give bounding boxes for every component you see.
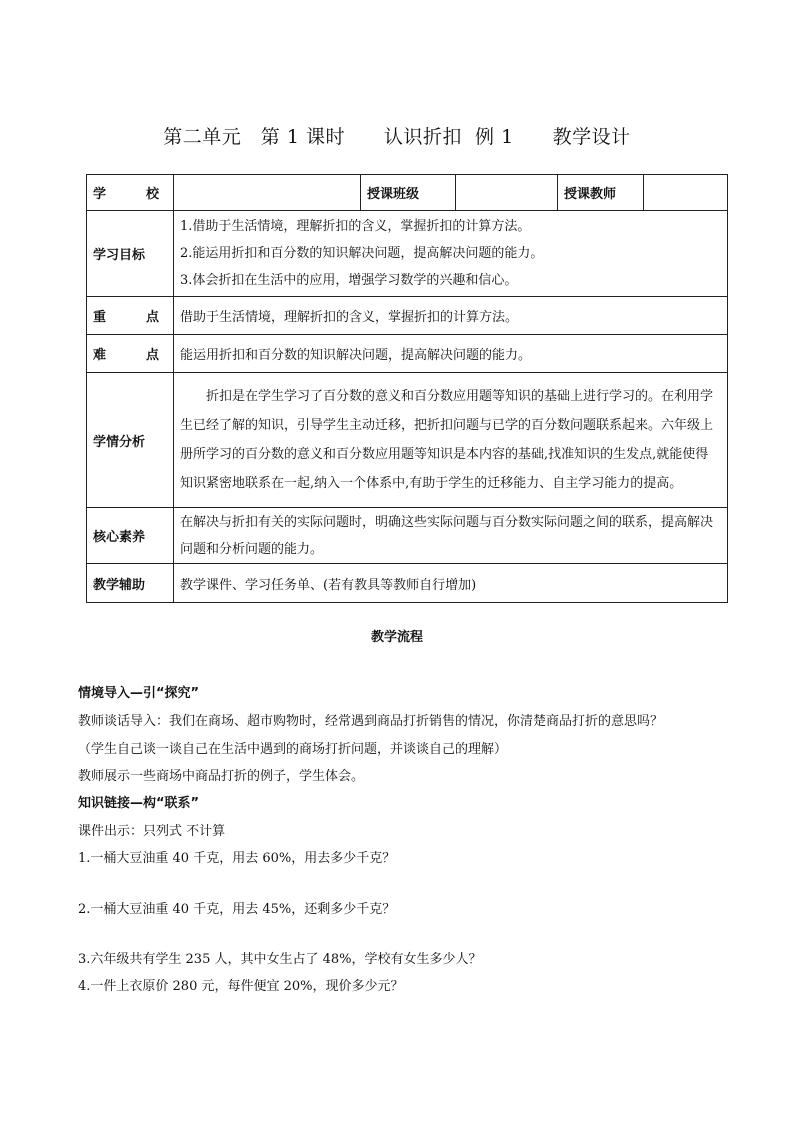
question-2: 2.一桶大豆油重 40 千克，用去 45%，还剩多少千克？ xyxy=(78,902,396,917)
key-label-cell xyxy=(87,297,174,335)
objective-item-3: 3.体会折扣在生活中的应用，增强学习数学的兴趣和信心。 xyxy=(180,273,518,288)
flow-title: 教学流程 xyxy=(370,630,423,645)
analysis-label: 学情分析 xyxy=(87,373,174,508)
objective-item-1: 1.借助于生活情境，理解折扣的含义，掌握折扣的计算方法。 xyxy=(180,219,531,234)
key-label-char-2: 点 xyxy=(145,310,159,325)
intro-paragraph: 教师谈话导入：我们在商场、超市购物时，经常遇到商品打折销售的情况，你清楚商品打折的意思吗？ xyxy=(78,714,664,729)
school-value-cell xyxy=(174,175,361,211)
teacher-label: 授课教师 xyxy=(558,175,644,211)
question-3: 3.六年级共有学生 235 人，其中女生占了 48%，学校有女生多少人？ xyxy=(78,952,482,967)
difficulty-label-char-1: 难 xyxy=(93,348,107,363)
difficulty-text: 能运用折扣和百分数的知识解决问题，提高解决问题的能力。 xyxy=(174,335,728,373)
student-note: （学生自己谈一谈自己在生活中遇到的商场打折问题，并谈谈自己的理解） xyxy=(78,742,508,757)
objectives-cell xyxy=(174,211,728,297)
aids-row xyxy=(87,564,728,603)
page-title: 第二单元 第 1 课时 认识折扣 例 1 教学设计 xyxy=(163,126,631,148)
objectives-label: 学习目标 xyxy=(87,211,174,297)
difficulty-label-cell xyxy=(87,335,174,373)
question-4: 4.一件上衣原价 280 元，每件便宜 20%，现价多少元？ xyxy=(78,979,404,994)
teacher-show-note: 教师展示一些商场中商品打折的例子，学生体会。 xyxy=(78,769,365,784)
school-label-char-1: 学 xyxy=(93,187,107,202)
key-point-text: 借助于生活情境，理解折扣的含义，掌握折扣的计算方法。 xyxy=(174,297,728,335)
teacher-value-cell xyxy=(644,175,728,211)
analysis-row xyxy=(87,373,728,508)
aids-text: 教学课件、学习任务单、(若有教具等教师自行增加) xyxy=(174,564,728,603)
objectives-row xyxy=(87,211,728,297)
section-heading-link: 知识链接—构“联系” xyxy=(78,796,200,811)
question-1: 1.一桶大豆油重 40 千克，用去 60%，用去多少千克？ xyxy=(78,851,396,866)
objective-item-2: 2.能运用折扣和百分数的知识解决问题，提高解决问题的能力。 xyxy=(180,246,544,261)
school-label-char-2: 校 xyxy=(145,187,159,202)
header-row xyxy=(87,175,728,211)
aids-label: 教学辅助 xyxy=(87,564,174,603)
class-label: 授课班级 xyxy=(361,175,456,211)
literacy-label: 核心素养 xyxy=(87,508,174,564)
difficulty-row xyxy=(87,335,728,373)
school-label-cell xyxy=(87,175,174,211)
difficulty-label-char-2: 点 xyxy=(145,348,159,363)
literacy-text: 在解决与折扣有关的实际问题时，明确这些实际问题与百分数实际问题之间的联系，提高解决问题和分析问题的能力。 xyxy=(174,508,728,564)
key-point-row xyxy=(87,297,728,335)
courseware-note: 课件出示：只列式 不计算 xyxy=(78,824,226,839)
lesson-info-table xyxy=(86,174,728,603)
section-heading-intro: 情境导入—引“探究” xyxy=(78,686,200,701)
literacy-row xyxy=(87,508,728,564)
class-value-cell xyxy=(456,175,558,211)
key-label-char-1: 重 xyxy=(93,310,107,325)
analysis-text: 折扣是在学生学习了百分数的意义和百分数应用题等知识的基础上进行学习的。在利用学生已经了解的知识，引导学生主动迁移，把折扣问题与已学的百分数问题联系起来。六年级上册所学习的百分数的意义和百分数应用题等知识是本内容的基础,找准知识的生发点,就能使得知识紧密地联系在一起,纳入一个体系中,有助于学生的迁移能力、自主学习能力的提高。 xyxy=(174,373,728,508)
